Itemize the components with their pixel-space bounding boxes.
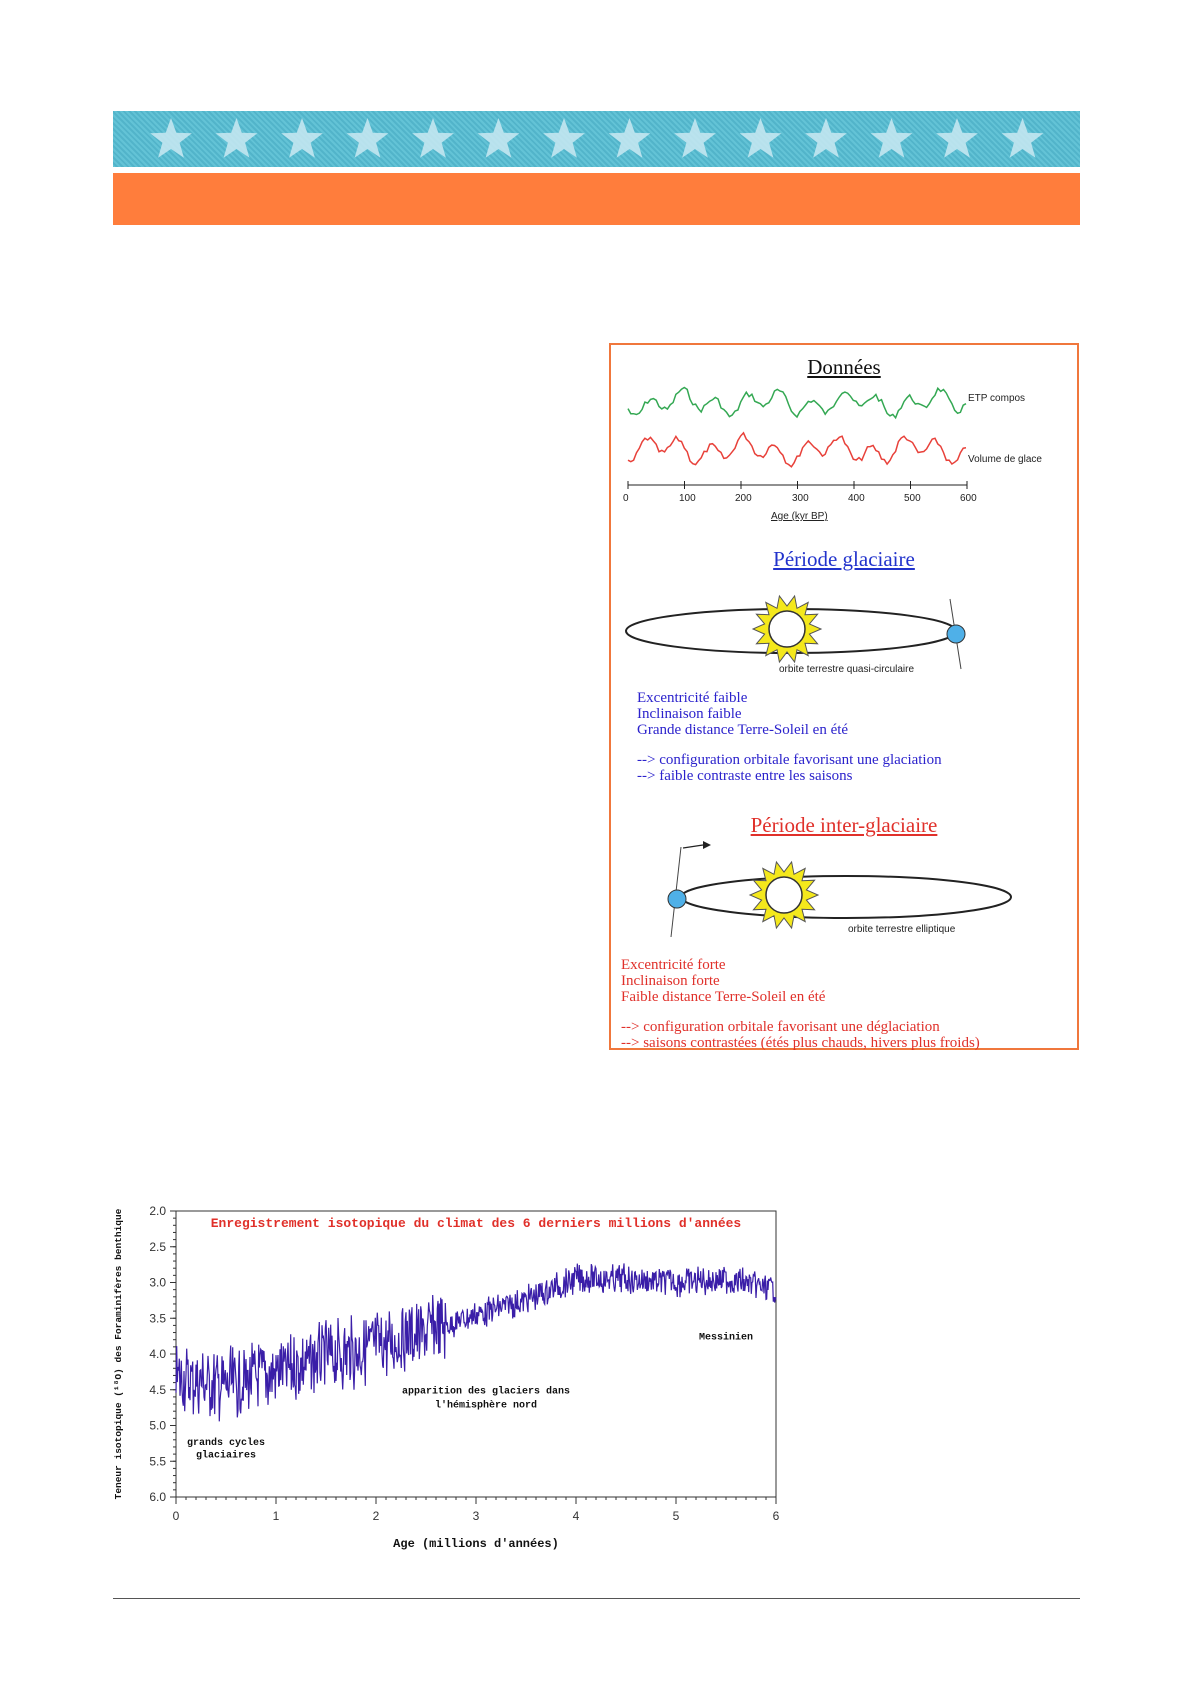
glaciaire-conclusion-2: --> faible contraste entre les saisons (637, 768, 853, 784)
orbit-ellipse-interglaciaire (681, 876, 1011, 918)
footer-rule (113, 1598, 1080, 1599)
y-axis-label: Teneur isotopique (¹⁸O) des Foraminifères benthique (113, 1208, 124, 1500)
isotope-chart-svg (108, 1203, 853, 1575)
legend-ice: Volume de glace (968, 454, 1042, 465)
star-icon (281, 118, 323, 158)
orange-banner (113, 173, 1080, 225)
mini-tick-500: 500 (904, 493, 921, 504)
mini-chart (628, 388, 967, 490)
isotope-chart (108, 1203, 853, 1575)
title-interglaciaire: Période inter-glaciaire (750, 813, 938, 837)
x-tick-label: 2 (372, 1509, 380, 1523)
interglaciaire-conclusion-1: --> configuration orbitale favorisant une déglaciation (621, 1019, 940, 1035)
mini-chart-xlabel: Age (kyr BP) (771, 511, 828, 522)
star-icon (871, 118, 913, 158)
star-icon (412, 118, 454, 158)
interglaciaire-line-2: Inclinaison forte (621, 973, 720, 989)
star-icon (543, 118, 585, 158)
glaciaire-line-2: Inclinaison faible (637, 706, 742, 722)
panel-title-data: Données (807, 355, 881, 379)
y-tick-label: 4.0 (149, 1347, 166, 1361)
etp-curve (628, 388, 966, 418)
sun-disk (766, 877, 802, 913)
star-banner (113, 111, 1080, 167)
mini-tick-200: 200 (735, 493, 752, 504)
y-tick-label: 6.0 (149, 1490, 166, 1504)
x-tick-label: 5 (672, 1509, 680, 1523)
chart-annotation: l'hémisphère nord (434, 1400, 538, 1412)
orbit-glaciaire (626, 596, 965, 669)
x-tick-label: 3 (472, 1509, 480, 1523)
y-tick-label: 3.5 (149, 1311, 166, 1326)
star-pattern (113, 111, 1080, 167)
orbital-figure-panel (609, 343, 1079, 1050)
x-tick-label: 6 (772, 1509, 780, 1523)
arrow-head-icon (703, 841, 711, 849)
star-icon (150, 118, 192, 158)
y-tick-label: 3.0 (149, 1275, 166, 1290)
orbit-label-glaciaire: orbite terrestre quasi-circulaire (779, 664, 915, 675)
chart-title: Enregistrement isotopique du climat des 6 derniers millions d'années (210, 1216, 742, 1231)
interglaciaire-conclusion-2: --> saisons contrastées (étés plus chauds, hivers plus froids) (621, 1035, 980, 1051)
star-icon (347, 118, 389, 158)
y-tick-label: 4.5 (149, 1382, 166, 1397)
mini-tick-0: 0 (623, 493, 629, 504)
chart-annotation: Messinien (698, 1332, 754, 1344)
x-tick-label: 1 (272, 1509, 280, 1523)
star-icon (805, 118, 847, 158)
star-icon (216, 118, 258, 158)
ice-volume-curve (628, 433, 966, 467)
interglaciaire-line-3: Faible distance Terre-Soleil en été (621, 989, 826, 1005)
sun-disk (769, 611, 805, 647)
mini-tick-300: 300 (792, 493, 809, 504)
plot-frame (176, 1211, 776, 1497)
y-tick-label: 2.5 (149, 1239, 166, 1254)
earth-icon (947, 625, 965, 643)
chart-annotation: grands cycles (186, 1437, 266, 1449)
glaciaire-line-1: Excentricité faible (637, 690, 748, 706)
y-tick-label: 5.0 (149, 1418, 166, 1433)
x-tick-label: 4 (572, 1509, 580, 1523)
x-tick-label: 0 (172, 1509, 180, 1523)
orbit-interglaciaire (668, 841, 1011, 937)
isotope-series-line (176, 1263, 776, 1421)
y-tick-label: 5.5 (149, 1454, 166, 1469)
star-icon (936, 118, 978, 158)
title-glaciaire: Période glaciaire (773, 547, 915, 571)
star-icon (740, 118, 782, 158)
star-icon (478, 118, 520, 158)
mini-tick-100: 100 (679, 493, 696, 504)
mini-tick-400: 400 (848, 493, 865, 504)
glaciaire-conclusion-1: --> configuration orbitale favorisant une glaciation (637, 752, 942, 768)
glaciaire-line-3: Grande distance Terre-Soleil en été (637, 722, 849, 738)
legend-etp: ETP compos (968, 393, 1026, 404)
chart-annotation: glaciaires (195, 1450, 257, 1462)
mini-tick-600: 600 (960, 493, 977, 504)
star-icon (674, 118, 716, 158)
x-axis-label: Age (millions d'années) (393, 1537, 559, 1551)
interglaciaire-line-1: Excentricité forte (621, 957, 726, 973)
rotation-arrow (683, 845, 703, 848)
star-icon (1002, 118, 1044, 158)
earth-icon (668, 890, 686, 908)
chart-annotation: apparition des glaciers dans (401, 1386, 571, 1398)
orbit-label-interglaciaire: orbite terrestre elliptique (848, 924, 956, 935)
y-tick-label: 2.0 (149, 1204, 166, 1218)
star-icon (609, 118, 651, 158)
